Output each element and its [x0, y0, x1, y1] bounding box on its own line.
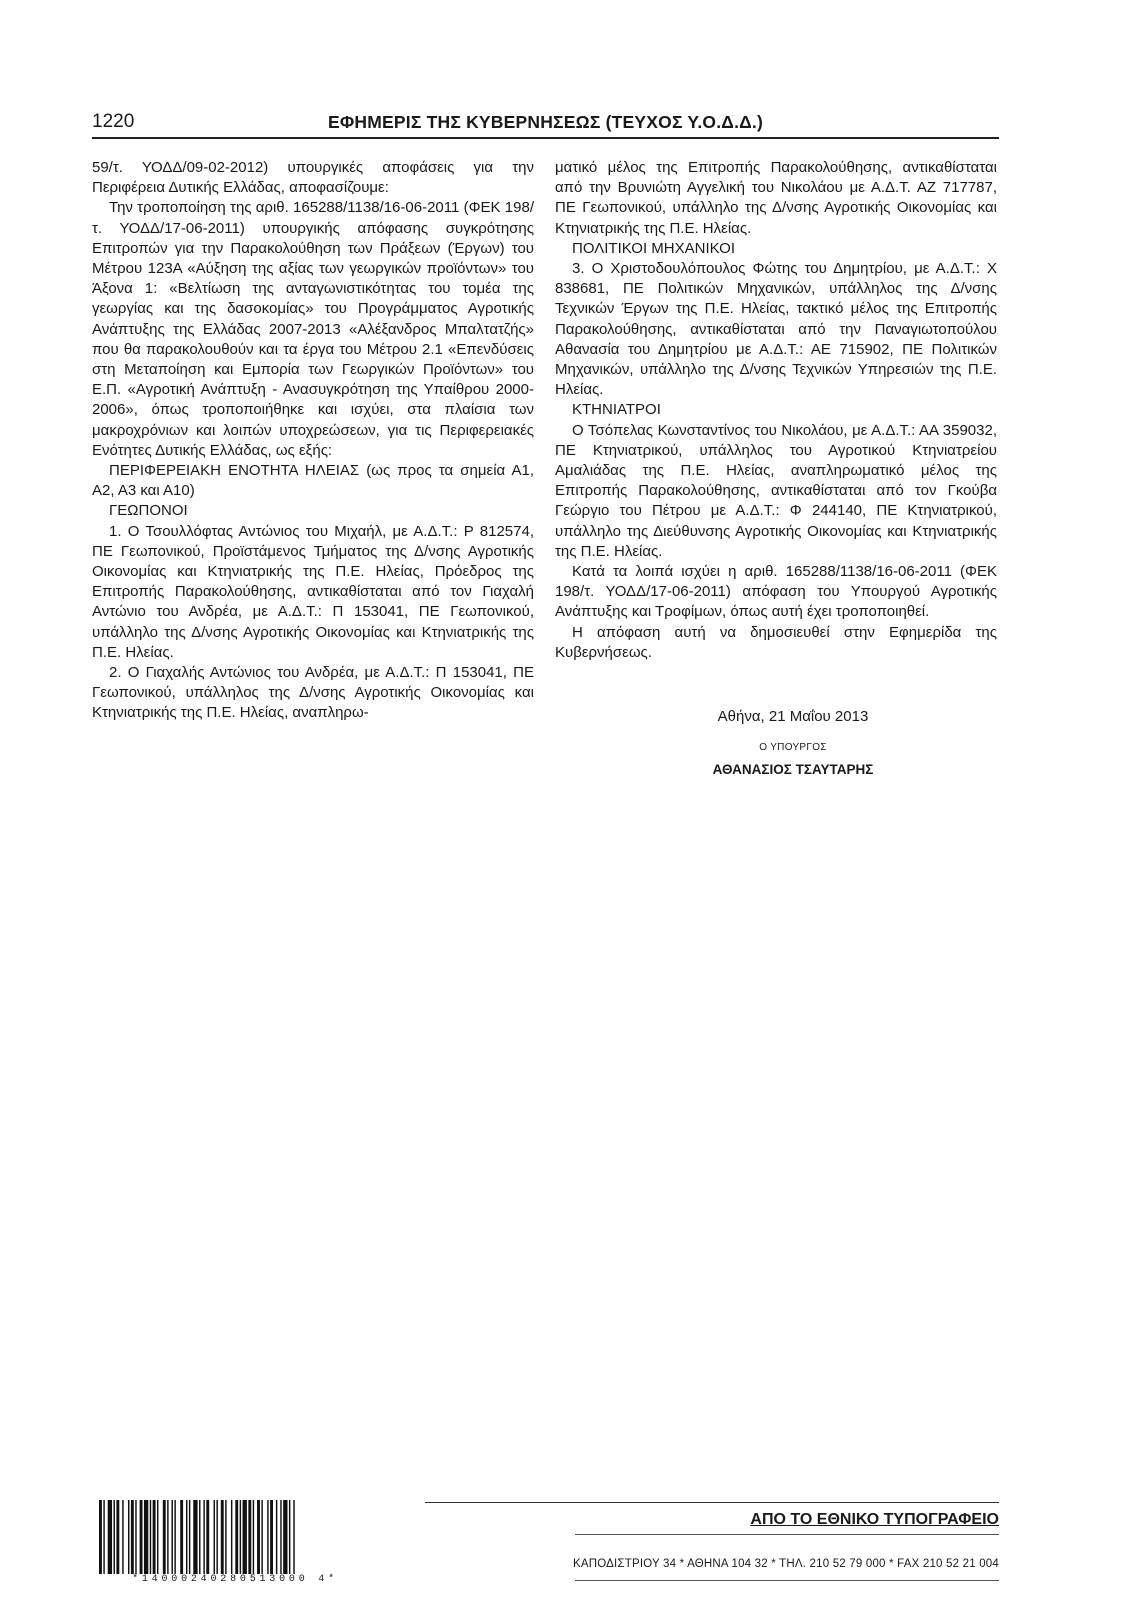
paragraph: Κατά τα λοιπά ισχύει η αριθ. 165288/1138/16-06-2011 (ΦΕΚ 198/τ. ΥΟΔΔ/17-06-2011) απόφαση του Υπουργού Αγροτικής Ανάπτυξης και Τροφίμων, όπως αυτή έχει τροποποιηθεί.	[555, 563, 997, 621]
footer-rule	[575, 1534, 999, 1535]
paragraph: Ο Τσόπελας Κωνσταντίνος του Νικολάου, με Α.Δ.Τ.: ΑΑ 359032, ΠΕ Κτηνιατρικού, υπάλληλος του Αγροτικού Κτηνιατρείου Αμαλιάδας της Π.Ε. Ηλείας, αναπληρωματικό μέλος της Επιτροπής Παρακολούθησης, αντικαθίσταται από τον Γκούβα Γεώργιο του Πέτρου με Α.Δ.Τ.: Φ 244140, ΠΕ Κτηνιατρικού, υπάλληλο της Διεύθυνσης Αγροτικής Οικονομίας και Κτηνιατρικής της Π.Ε. Ηλείας.	[555, 421, 997, 560]
footer-rule	[575, 1580, 999, 1581]
page-number: 1220	[92, 111, 135, 132]
paragraph: 3. Ο Χριστοδουλόπουλος Φώτης του Δημητρίου, με Α.Δ.Τ.: Χ 838681, ΠΕ Πολιτικών Μηχανικών, υπάλληλος της Δ/νσης Τεχνικών Έργων της Π.Ε. Ηλείας, τακτικό μέλος της Επιτροπής Παρακολούθησης, αντικαθίσταται από την Παναγιωτοπούλου Αθανασία του Δημητρίου με Α.Δ.Τ.: ΑΕ 715902, ΠΕ Πολιτικών Μηχανικών, υπάλληλο της Δ/νσης Τεχνικών Υπηρεσιών της Π.Ε. Ηλείας.	[555, 260, 997, 399]
paragraph: 59/τ. ΥΟΔΔ/09-02-2012) υπουργικές αποφάσεις για την Περιφέρεια Δυτικής Ελλάδας, αποφασίζουμε:	[92, 159, 534, 197]
regional-unit-heading: ΠΕΡΙΦΕΡΕΙΑΚΗ ΕΝΟΤΗΤΑ ΗΛΕΙΑΣ (ως προς τα σημεία Α1, Α2, Α3 και Α10)	[92, 462, 534, 500]
paragraph: Η απόφαση αυτή να δημοσιευθεί στην Εφημερίδα της Κυβερνήσεως.	[555, 623, 997, 661]
paragraph: 1. Ο Τσουλλόφτας Αντώνιος του Μιχαήλ, με Α.Δ.Τ.: Ρ 812574, ΠΕ Γεωπονικού, Προϊστάμενος Τμήματος της Δ/νσης Αγροτικής Οικονομίας και Κτηνιατρικής της Π.Ε. Ηλείας, Πρόεδρος της Επιτροπής Παρακολούθησης, αντικαθίσταται από τον Γιαχαλή Αντώνιο του Ανδρέα, με Α.Δ.Τ.: Π 153041, ΠΕ Γεωπονικού, υπάλληλο της Δ/νσης Αγροτικής Οικονομίας και Κτηνιατρικής της Π.Ε. Ηλείας.	[92, 522, 534, 661]
left-column	[92, 158, 534, 724]
signature-role: Ο ΥΠΟΥΡΓΟΣ	[759, 742, 827, 753]
signature-date: Αθήνα, 21 Μαΐου 2013	[717, 708, 869, 725]
header-rule	[92, 137, 999, 139]
paragraph: Την τροποποίηση της αριθ. 165288/1138/16-06-2011 (ΦΕΚ 198/τ. ΥΟΔΔ/17-06-2011) υπουργικής απόφασης συγκρότησης Επιτροπών για την Παρακολούθηση των Πράξεων (Έργων) του Μέτρου 123Α «Αύξηση της αξίας των γεωργικών προϊόντων» του Άξονα 1: «Βελτίωση της ανταγωνιστικότητας του τομέα της γεωργίας και της δασοκομίας» του Προγράμματος Αγροτικής Ανάπτυξης της Ελλάδας 2007-2013 «Αλέξανδρος Μπαλτατζής» που θα παρακολουθούν και τα έργα του Μέτρου 2.1 «Επενδύσεις στη Μεταποίηση και Εμπορία των Γεωργικών Προϊόντων» του Ε.Π. «Αγροτική Ανάπτυξη - Ανασυγκρότηση της Υπαίθρου 2000-2006», όπως τροποποιήθηκε και ισχύει, στα πλαίσια των μακροχρόνιων και λοιπών υποχρεώσεων, για τις Περιφερειακές Ενότητες Δυτικής Ελλάδας, ως εξής:	[92, 199, 534, 459]
signature-name: ΑΘΑΝΑΣΙΟΣ ΤΣΑΥΤΑΡΗΣ	[712, 762, 874, 777]
page-header	[92, 108, 999, 136]
section-heading-civil-engineers: ΠΟΛΙΤΙΚΟΙ ΜΗΧΑΝΙΚΟΙ	[572, 239, 736, 257]
right-column	[555, 158, 997, 663]
barcode-digits: *14000240280513000 4*	[132, 1574, 338, 1585]
publisher-name: ΑΠΟ ΤΟ ΕΘΝΙΚΟ ΤΥΠΟΓΡΑΦΕΙΟ	[750, 1511, 999, 1528]
footer-rule	[425, 1502, 999, 1503]
gazette-title: ΕΦΗΜΕΡΙΣ ΤΗΣ ΚΥΒΕΡΝΗΣΕΩΣ (ΤΕΥΧΟΣ Υ.Ο.Δ.Δ.)	[327, 112, 764, 132]
paragraph: ματικό μέλος της Επιτροπής Παρακολούθησης, αντικαθίσταται από την Βρυνιώτη Αγγελική του Νικολάου με Α.Δ.Τ. ΑΖ 717787, ΠΕ Γεωπονικού, υπάλληλο της Δ/νσης Αγροτικής Οικονομίας και Κτηνιατρικής της Π.Ε. Ηλείας.	[555, 159, 997, 237]
barcode-icon	[97, 1494, 373, 1580]
section-heading-agronomists: ΓΕΩΠΟΝΟΙ	[109, 502, 188, 520]
section-heading-veterinarians: ΚΤΗΝΙΑΤΡΟΙ	[572, 401, 661, 419]
paragraph: 2. Ο Γιαχαλής Αντώνιος του Ανδρέα, με Α.Δ.Τ.: Π 153041, ΠΕ Γεωπονικού, υπάλληλος της Δ/νσης Αγροτικής Οικονομίας και Κτηνιατρικής της Π.Ε. Ηλείας, αναπληρω-	[92, 664, 534, 722]
publisher-address: ΚΑΠΟΔΙΣΤΡΙΟΥ 34 * ΑΘΗΝΑ 104 32 * ΤΗΛ. 210 52 79 000 * FAX 210 52 21 004	[572, 1558, 999, 1570]
